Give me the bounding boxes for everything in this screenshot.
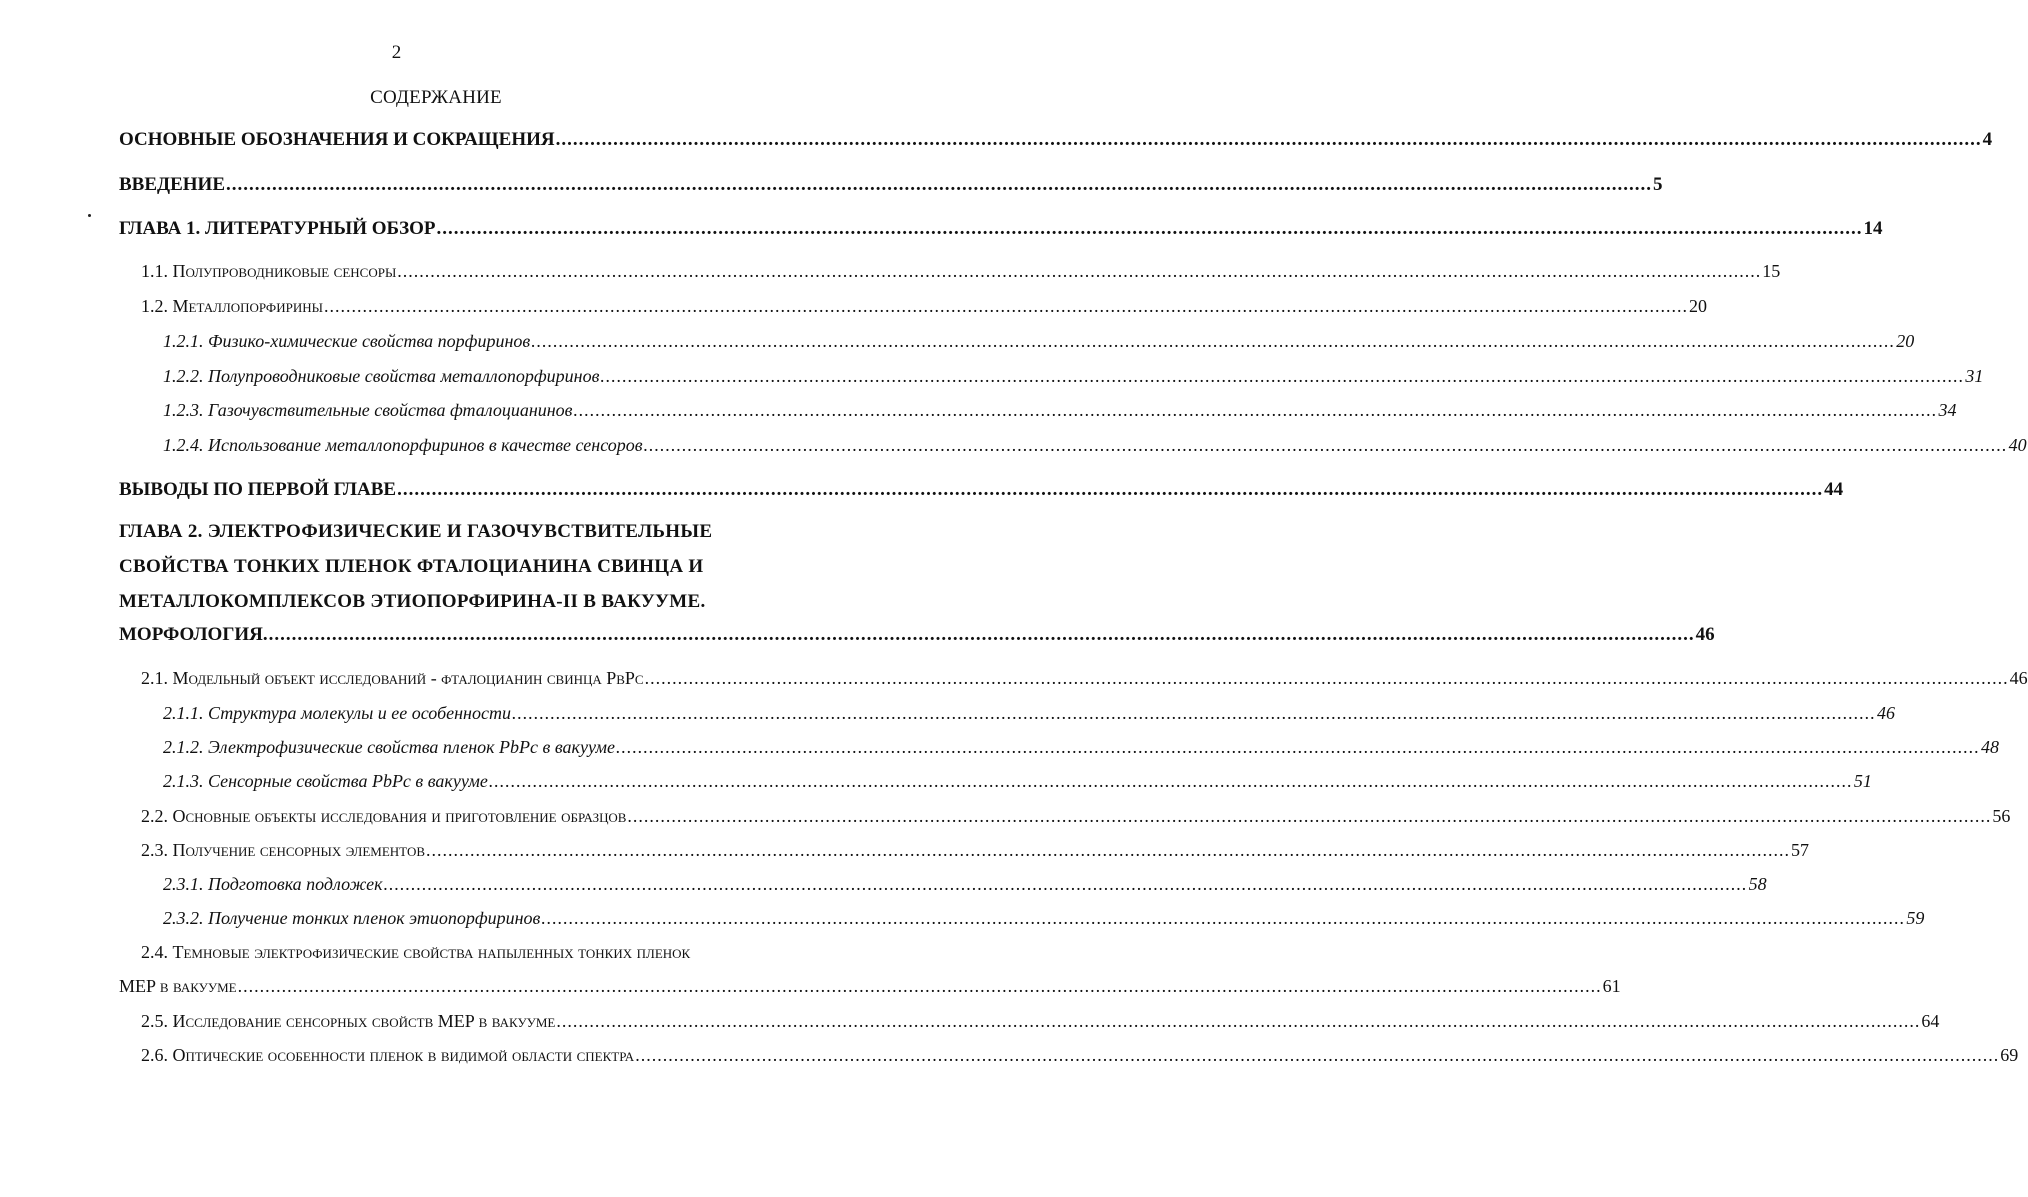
toc-entry-page: 31 [1965,366,1984,386]
toc-title: СОДЕРЖАНИЕ [370,87,502,108]
toc-entry-page: 40 [2008,435,2027,455]
dot-leader [512,703,1876,724]
toc-entry-label: MEP в вакууме [119,976,237,996]
toc-entry-2-1-3[interactable] [163,771,1872,792]
toc-entry-page: 15 [1762,261,1781,281]
dot-leader [531,331,1895,352]
toc-entry-label: 1.1. Полупроводниковые сенсоры [141,261,397,281]
toc-entry-conclusions-1[interactable] [119,479,1844,501]
dot-leader [600,366,1964,387]
dot-leader [541,908,1905,929]
toc-entry-label: 2.3.1. Подготовка подложек [163,874,383,894]
toc-entry-1-1[interactable] [141,261,1781,282]
toc-entry-2-5[interactable] [141,1011,1940,1032]
toc-entry-label: 2.1.2. Электрофизические свойства пленок PbPc в вакууме [163,737,615,757]
dot-leader [384,874,1748,895]
toc-entry-page: 5 [1653,174,1663,195]
dot-leader [397,479,1823,501]
toc-entry-page: 57 [1791,840,1810,860]
dot-leader [437,218,1863,240]
toc-entry-page: 20 [1896,331,1915,351]
toc-entry-page: 48 [1980,737,1999,757]
toc-entry-2-4-line-1[interactable]: 2.4. Темновые электрофизические свойства напыленных тонких пленок [141,942,691,962]
toc-entry-chapter-2-line-2[interactable]: СВОЙСТВА ТОНКИХ ПЛЕНОК ФТАЛОЦИАНИНА СВИНЦА И [119,556,704,577]
dot-leader [616,737,1980,758]
dot-leader [269,624,1695,646]
toc-entry-1-2-1[interactable] [163,331,1915,352]
toc-entry-page: 59 [1906,908,1925,928]
toc-entry-label: 2.2. Основные объекты исследования и приготовление образцов [141,806,627,826]
dot-leader [226,174,1652,196]
toc-entry-page: 20 [1688,296,1707,316]
toc-entry-label: 2.1.3. Сенсорные свойства PbPc в вакууме [163,771,488,791]
toc-entry-1-2[interactable] [141,296,1707,317]
toc-entry-1-2-2[interactable] [163,366,1984,387]
toc-entry-2-3-1[interactable] [163,874,1767,895]
toc-entry-label: ГЛАВА 1. ЛИТЕРАТУРНЫЙ ОБЗОР [119,218,436,239]
dot-leader [324,296,1688,317]
toc-entry-1-2-4[interactable] [163,435,2027,456]
dot-leader [556,1011,1920,1032]
toc-entry-label: 1.2.3. Газочувствительные свойства фталоцианинов [163,400,573,420]
toc-entry-2-3-2[interactable] [163,908,1925,929]
toc-entry-page: 56 [1992,806,2011,826]
toc-entry-page: 44 [1824,479,1844,500]
dot-leader [635,1045,1999,1066]
toc-entry-1-2-3[interactable] [163,400,1957,421]
toc-entry-page: 34 [1938,400,1957,420]
toc-entry-label: 1.2.4. Использование металлопорфиринов в качестве сенсоров [163,435,643,455]
dot-leader [397,261,1761,282]
toc-entry-label: 2.3. Получение сенсорных элементов [141,840,426,860]
toc-entry-2-1-1[interactable] [163,703,1895,724]
toc-entry-introduction[interactable] [119,174,1663,196]
toc-entry-2-1[interactable] [141,668,2028,689]
toc-entry-label: МОРФОЛОГИЯ. [119,624,268,645]
dot-leader [238,976,1602,997]
toc-entry-chapter-2-line-3[interactable]: МЕТАЛЛОКОМПЛЕКСОВ ЭТИОПОРФИРИНА-II В ВАКУУМЕ. [119,591,706,612]
toc-entry-page: 58 [1748,874,1767,894]
toc-entry-label: 2.1. Модельный объект исследований - фталоцианин свинца PbPc [141,668,644,688]
toc-entry-label: ОСНОВНЫЕ ОБОЗНАЧЕНИЯ И СОКРАЩЕНИЯ [119,129,555,150]
toc-entry-page: 69 [2000,1045,2019,1065]
toc-entry-page: 4 [1982,129,1993,150]
toc-entry-label: 1.2. Металлопорфирины [141,296,323,316]
dot-leader [556,129,1982,151]
toc-entry-page: 46 [2009,668,2028,688]
toc-entry-label: 1.2.1. Физико-химические свойства порфиринов [163,331,531,351]
toc-entry-label: 2.1.1. Структура молекулы и ее особенности [163,703,511,723]
toc-entry-2-4[interactable] [119,976,1621,997]
toc-entry-label: 2.5. Исследование сенсорных свойств MEP в вакууме [141,1011,556,1031]
dot-leader [574,400,1938,421]
toc-entry-page: 46 [1695,624,1715,645]
toc-entry-label: 1.2.2. Полупроводниковые свойства металлопорфиринов [163,366,600,386]
toc-entry-page: 64 [1921,1011,1940,1031]
toc-entry-page: 46 [1876,703,1895,723]
toc-entry-page: 61 [1602,976,1621,996]
toc-entry-2-2[interactable] [141,806,2011,827]
toc-entry-chapter-1[interactable] [119,218,1883,240]
dot-leader [426,840,1790,861]
toc-entry-label: 2.3.2. Получение тонких пленок этиопорфиринов [163,908,541,928]
toc-entry-chapter-2[interactable] [119,624,1715,646]
toc-entry-2-1-2[interactable] [163,737,1999,758]
toc-entry-chapter-2-line-1[interactable]: ГЛАВА 2. ЭЛЕКТРОФИЗИЧЕСКИЕ И ГАЗОЧУВСТВИТЕЛЬНЫЕ [119,521,713,542]
dot-leader [489,771,1853,792]
toc-entry-2-6[interactable] [141,1045,2019,1066]
toc-entry-page: 51 [1853,771,1872,791]
toc-entry-page: 14 [1863,218,1883,239]
toc-entry-label: ВЫВОДЫ ПО ПЕРВОЙ ГЛАВЕ [119,479,397,500]
toc-entry-label: ВВЕДЕНИЕ [119,174,225,195]
dot-leader [645,668,2009,689]
toc-entry-label: 2.6. Оптические особенности пленок в видимой области спектра [141,1045,635,1065]
dot-leader [627,806,1991,827]
toc-entry-2-3[interactable] [141,840,1810,861]
page-number: 2 [391,42,402,63]
dot-leader [644,435,2008,456]
toc-entry-abbreviations[interactable] [119,129,1993,151]
